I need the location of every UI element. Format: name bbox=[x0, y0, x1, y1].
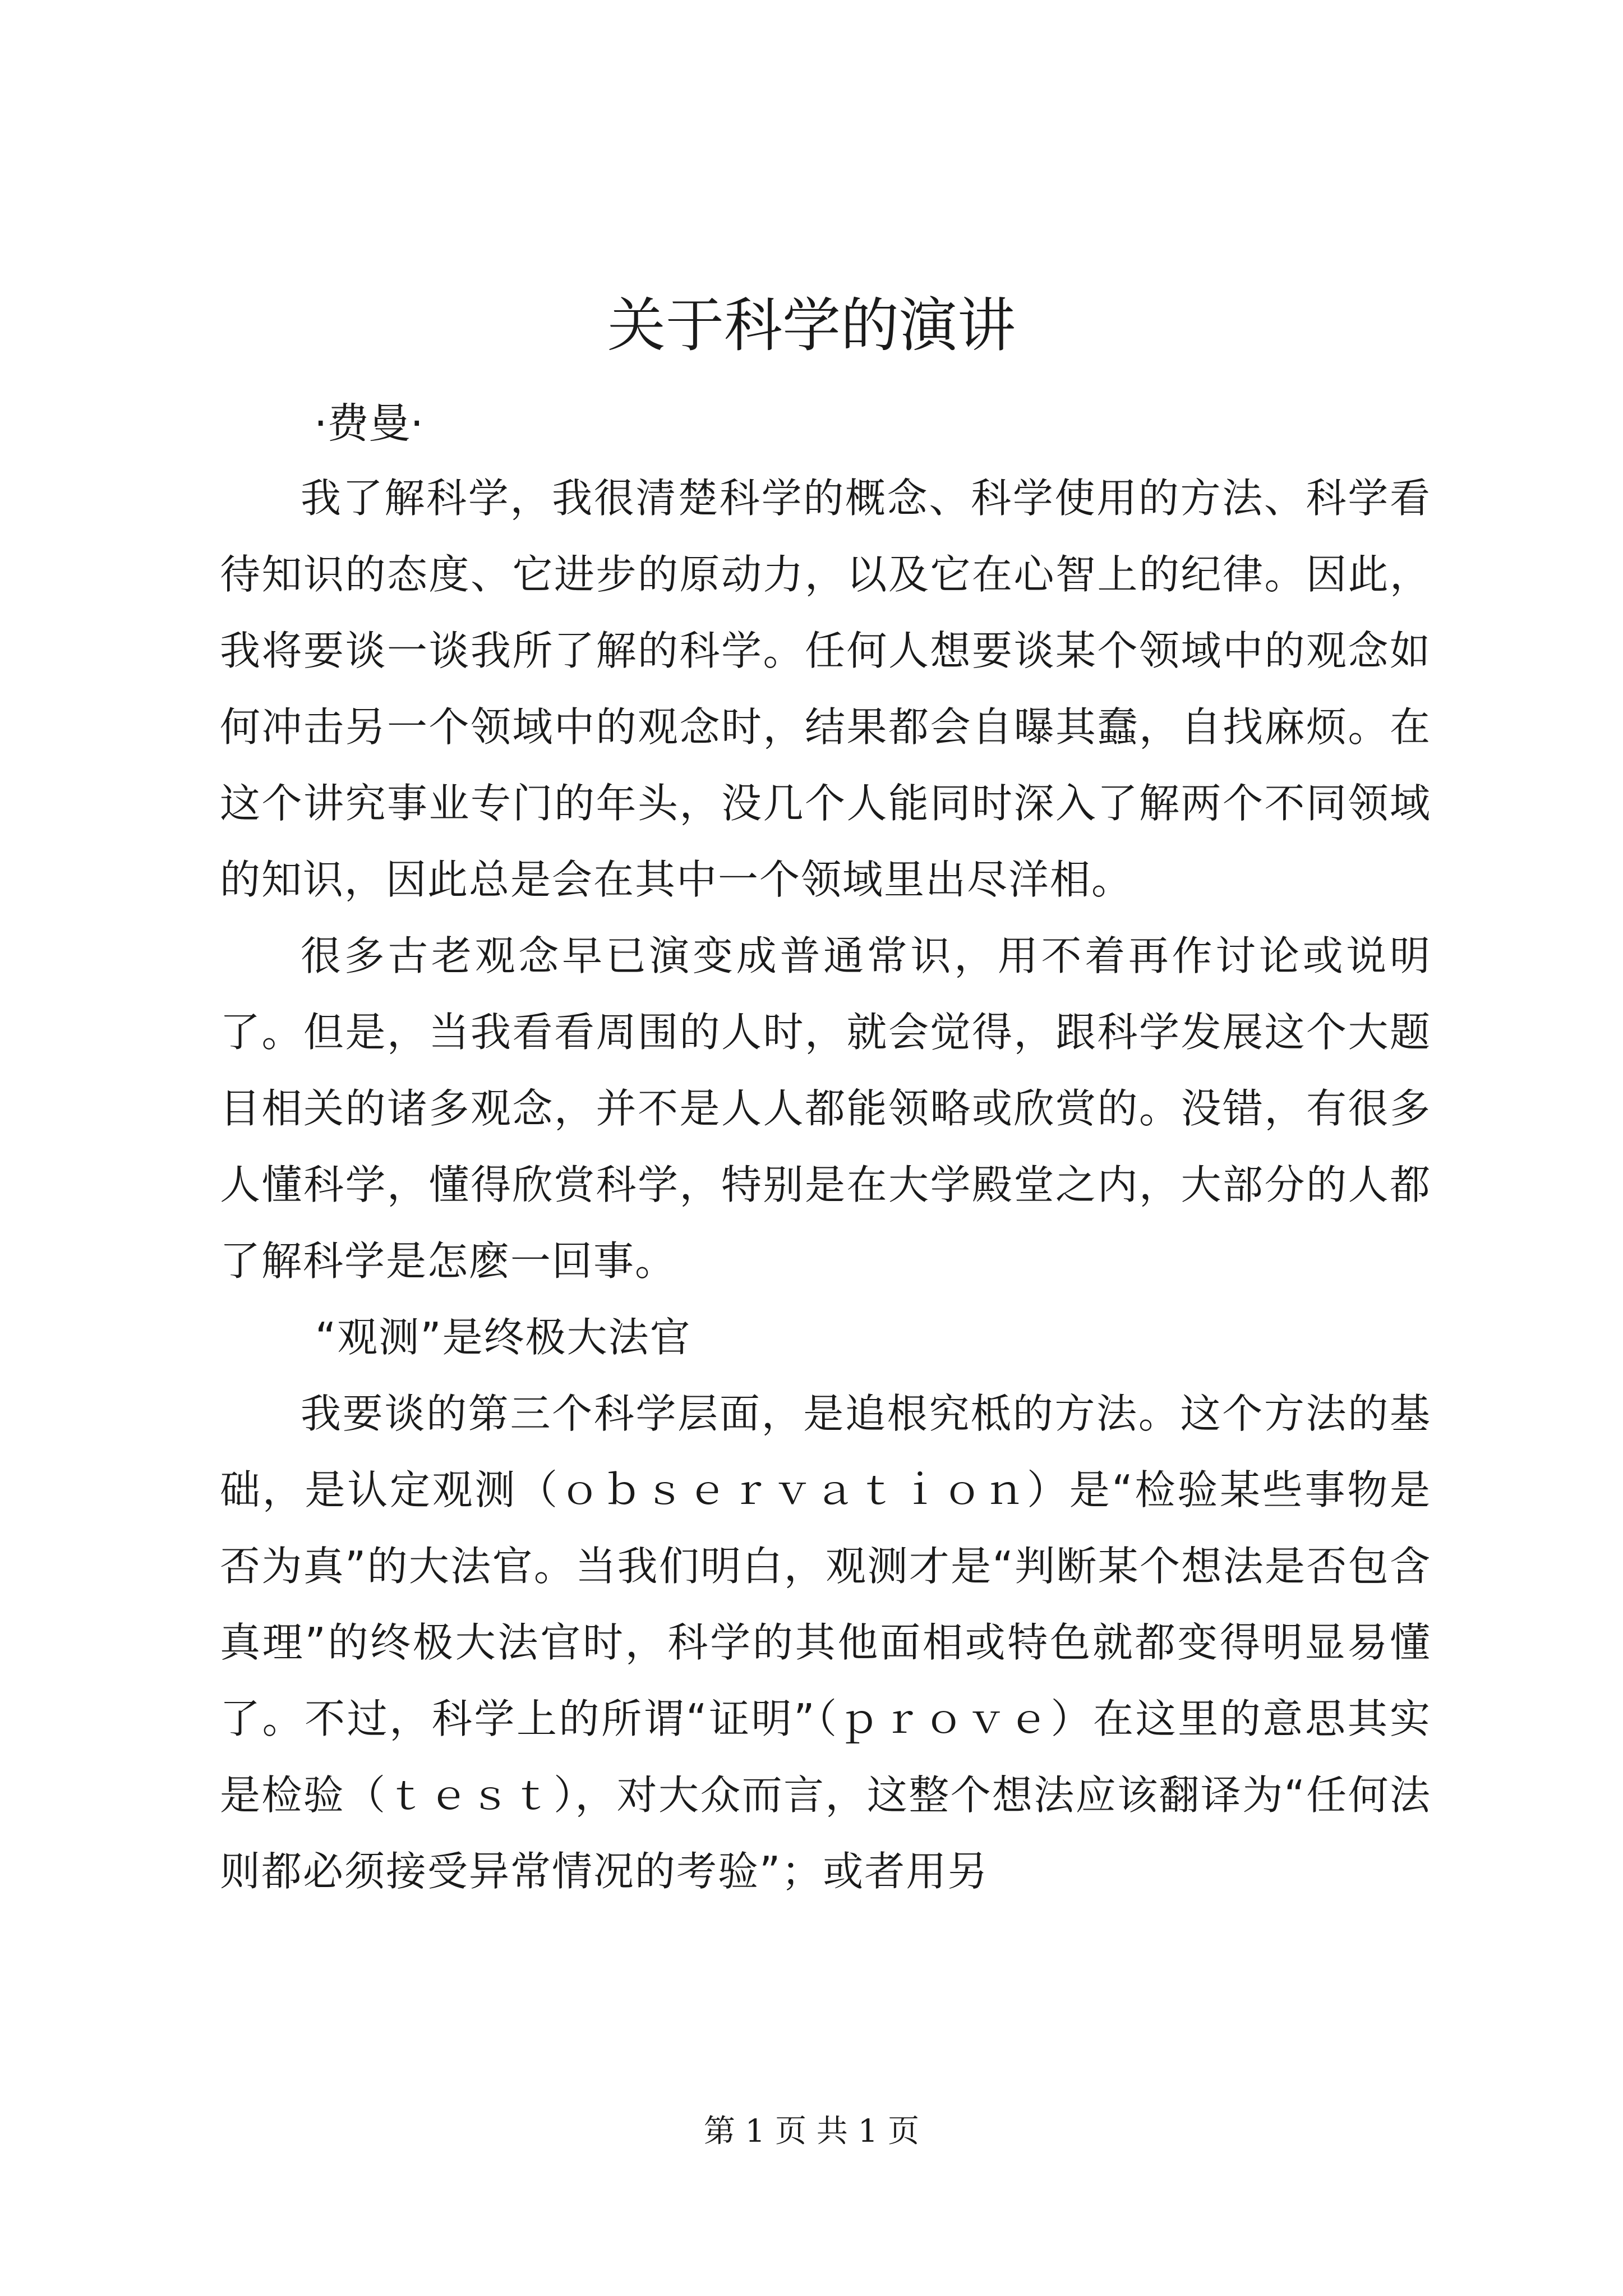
page-footer: 第 1 页 共 1 页 bbox=[703, 2113, 920, 2150]
paragraph: 很多古老观念早已演变成普通常识，用不着再作讨论或说明了。但是，当我看看周围的人时，就会觉得，跟科学发展这个大题目相关的诸多观念，并不是人人都能领略或欣赏的。没错，有很多人懂科学，懂得欣赏科学，特别是在大学殿堂之内，大部分的人都了解科学是怎麽一回事。 bbox=[220, 932, 1431, 1285]
document-body bbox=[220, 460, 1431, 1910]
paragraph: 我要谈的第三个科学层面，是追根究柢的方法。这个方法的基础，是认定观测（ｏｂｓｅｒｖａｔｉｏｎ）是“检验某些事物是否为真”的大法官。当我们明白，观测才是“判断某个想法是否包含真理”的终极大法官时，科学的其他面相或特色就都变得明显易懂了。不过，科学上的所谓“证明”（ｐｒｏｖｅ）在这里的意思其实是检验（ｔｅｓｔ），对大众而言，这整个想法应该翻译为“任何法则都必须接受异常情况的考验”；或者用另 bbox=[220, 1390, 1431, 1895]
section-heading: “观测”是终极大法官 bbox=[315, 1314, 691, 1361]
paragraph: 我了解科学，我很清楚科学的概念、科学使用的方法、科学看待知识的态度、它进步的原动力，以及它在心智上的纪律。因此，我将要谈一谈我所了解的科学。任何人想要谈某个领域中的观念如何冲击另一个领域中的观念时，结果都会自曝其蠢，自找麻烦。在这个讲究事业专门的年头，没几个人能同时深入了解两个不同领域的知识，因此总是会在其中一个领域里出尽洋相。 bbox=[220, 475, 1431, 903]
document-title: 关于科学的演讲 bbox=[607, 291, 1016, 360]
author-line: ·费曼· bbox=[314, 399, 424, 448]
